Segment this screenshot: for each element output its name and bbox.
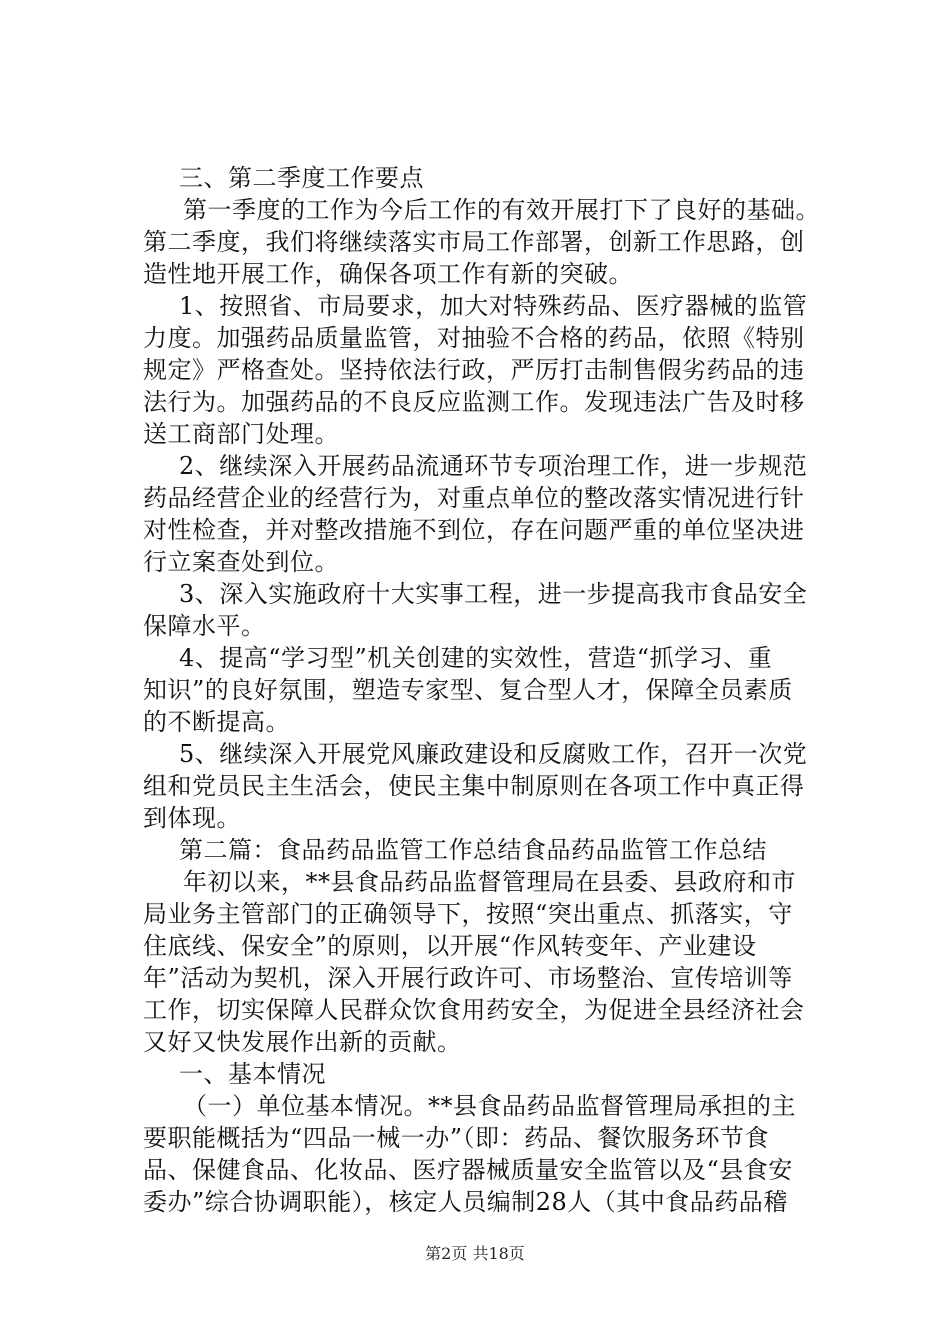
text-line: 法行为。加强药品的不良反应监测工作。发现违法广告及时移 (143, 388, 805, 416)
text-line: 三、第二季度工作要点 (179, 164, 424, 192)
section-heading: 一、基本情况 (179, 1060, 326, 1088)
text-line: 2、继续深入开展药品流通环节专项治理工作，进一步规范 (179, 452, 808, 480)
text-line: 品、保健食品、化妆品、医疗器械质量安全监管以及“县食安 (143, 1156, 793, 1184)
text-line: 住底线、保安全”的原则，以开展“作风转变年、产业建设 (143, 932, 757, 960)
text-line: 对性检查，并对整改措施不到位，存在问题严重的单位坚决进 (143, 516, 805, 544)
text-line: 规定》严格查处。坚持依法行政，严厉打击制售假劣药品的违 (143, 356, 805, 384)
text-line: （一）单位基本情况。**县食品药品监督管理局承担的主 (183, 1092, 796, 1120)
text-line: 第一季度的工作为今后工作的有效开展打下了良好的基础。 (183, 196, 820, 224)
page-number-footer: 第2页 共18页 (425, 1244, 525, 1263)
text-line: 的不断提高。 (143, 708, 290, 736)
text-line: 到体现。 (143, 804, 241, 832)
text-line: 知识”的良好氛围，塑造专家型、复合型人才，保障全员素质 (143, 676, 793, 704)
text-line: 委办”综合协调职能），核定人员编制28人（其中食品药品稽 (143, 1188, 788, 1216)
text-line: 1、按照省、市局要求，加大对特殊药品、医疗器械的监管 (179, 292, 808, 320)
text-line: 又好又快发展作出新的贡献。 (143, 1028, 462, 1056)
section-heading: 第二篇：食品药品监管工作总结食品药品监管工作总结 (179, 836, 767, 864)
text-line: 第二季度，我们将继续落实市局工作部署，创新工作思路，创 (143, 228, 805, 256)
text-line: 力度。加强药品质量监管，对抽验不合格的药品，依照《特别 (143, 324, 805, 352)
text-line: 局业务主管部门的正确领导下，按照“突出重点、抓落实，守 (143, 900, 793, 928)
text-line: 送工商部门处理。 (143, 420, 339, 448)
text-line: 药品经营企业的经营行为，对重点单位的整改落实情况进行针 (143, 484, 805, 512)
text-line: 造性地开展工作，确保各项工作有新的突破。 (143, 260, 633, 288)
text-line: 行立案查处到位。 (143, 548, 339, 576)
text-line: 年初以来，**县食品药品监督管理局在县委、县政府和市 (183, 868, 796, 896)
text-line: 组和党员民主生活会，使民主集中制原则在各项工作中真正得 (143, 772, 805, 800)
text-line: 年”活动为契机，深入开展行政许可、市场整治、宣传培训等 (143, 964, 793, 992)
text-line: 保障水平。 (143, 612, 266, 640)
text-line: 5、继续深入开展党风廉政建设和反腐败工作，召开一次党 (179, 740, 808, 768)
text-line: 要职能概括为“四品一械一办”（即：药品、餐饮服务环节食 (143, 1124, 770, 1152)
text-line: 3、深入实施政府十大实事工程，进一步提高我市食品安全 (179, 580, 808, 608)
text-line: 工作，切实保障人民群众饮食用药安全，为促进全县经济社会 (143, 996, 805, 1024)
text-line: 4、提高“学习型”机关创建的实效性，营造“抓学习、重 (179, 644, 773, 672)
